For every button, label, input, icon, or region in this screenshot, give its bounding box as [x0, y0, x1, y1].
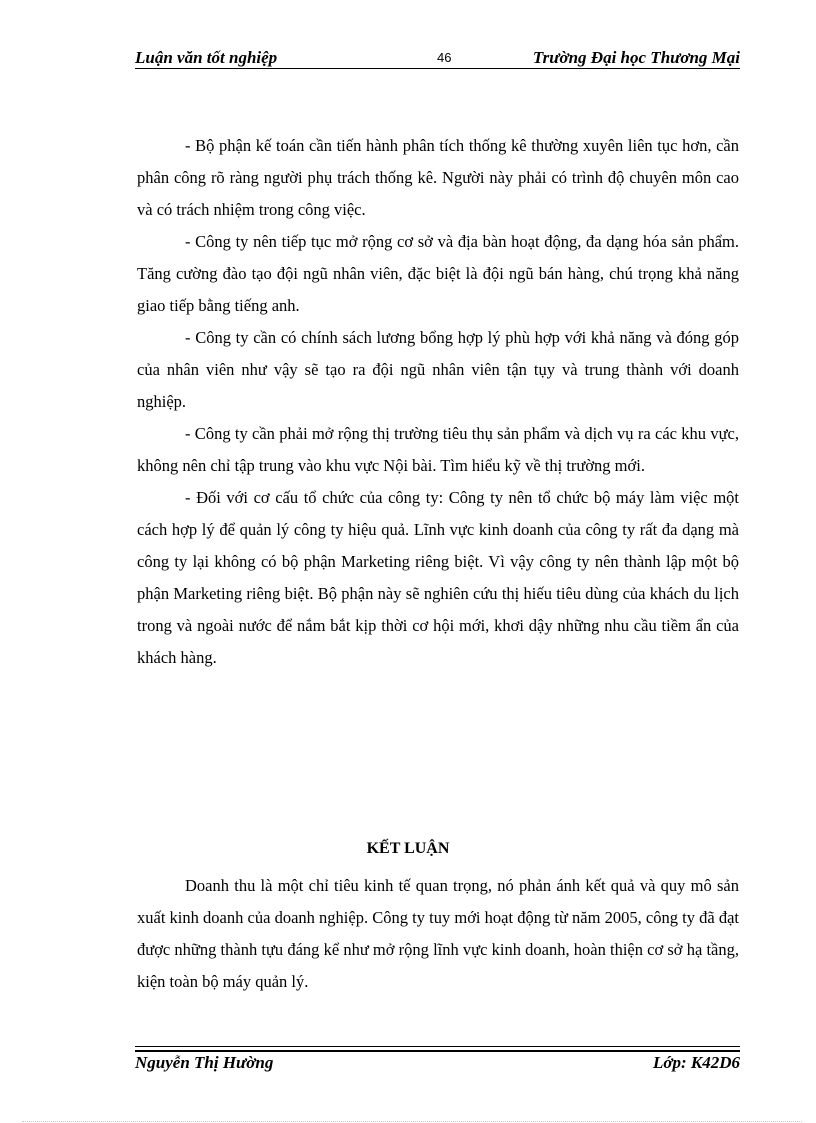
page-footer [135, 1053, 740, 1077]
page-header [135, 46, 740, 70]
footer-rule-thin [135, 1046, 740, 1047]
paragraph-accounting: - Bộ phận kế toán cần tiến hành phân tích thống kê thường xuyên liên tục hơn, cần phân công rõ ràng người phụ trách thống kê. Người này phải có trình độ chuyên môn cao và có trách nhiệm trong công việc. [137, 136, 739, 219]
recommendations-body [137, 130, 739, 674]
conclusion-heading: KẾT LUẬN [366, 840, 450, 857]
header-thesis-title: Luận văn tốt nghiệp [135, 48, 278, 67]
page-edge-divider [22, 1121, 802, 1122]
footer-author: Nguyễn Thị Hường [135, 1053, 274, 1072]
header-university: Trường Đại học Thương Mại [532, 48, 740, 67]
conclusion-paragraph: Doanh thu là một chỉ tiêu kinh tế quan trọng, nó phản ánh kết quả và quy mô sản xuất kinh doanh của doanh nghiệp. Công ty tuy mới hoạt động từ năm 2005, công ty đã đạt được những thành tựu đáng kể như mở rộng lĩnh vực kinh doanh, hoàn thiện cơ sở hạ tầng, kiện toàn bộ máy quản lý. [137, 876, 739, 991]
footer-class: Lớp: K42D6 [652, 1053, 740, 1072]
paragraph-salary-policy: - Công ty cần có chính sách lương bổng hợp lý phù hợp với khả năng và đóng góp của nhân viên như vậy sẽ tạo ra đội ngũ nhân viên tận tụy và trung thành với doanh nghiệp. [137, 328, 739, 411]
footer-rule-thick [135, 1050, 740, 1052]
paragraph-organization: - Đối với cơ cấu tổ chức của công ty: Công ty nên tổ chức bộ máy làm việc một cách hợp lý để quản lý công ty hiệu quả. Lĩnh vực kinh doanh của công ty rất đa dạng mà công ty lại không có bộ phận Marketing riêng biệt. Vì vậy công ty nên thành lập một bộ phận Marketing riêng biệt. Bộ phận này sẽ nghiên cứu thị hiếu tiêu dùng của khách du lịch trong và ngoài nước để nắm bắt kịp thời cơ hội mới, khơi dậy những nhu cầu tiềm ẩn của khách hàng. [137, 488, 739, 667]
paragraph-expansion: - Công ty nên tiếp tục mở rộng cơ sở và địa bàn hoạt động, đa dạng hóa sản phẩm. Tăng cường đào tạo đội ngũ nhân viên, đặc biệt là đội ngũ bán hàng, chú trọng khả năng giao tiếp bằng tiếng anh. [137, 232, 739, 315]
page-number: 46 [437, 50, 452, 65]
paragraph-market: - Công ty cần phải mở rộng thị trường tiêu thụ sản phẩm và dịch vụ ra các khu vực, không nên chỉ tập trung vào khu vực Nội bài. Tìm hiểu kỹ về thị trường mới. [137, 424, 739, 475]
conclusion-body [137, 870, 739, 998]
header-rule [135, 68, 740, 69]
